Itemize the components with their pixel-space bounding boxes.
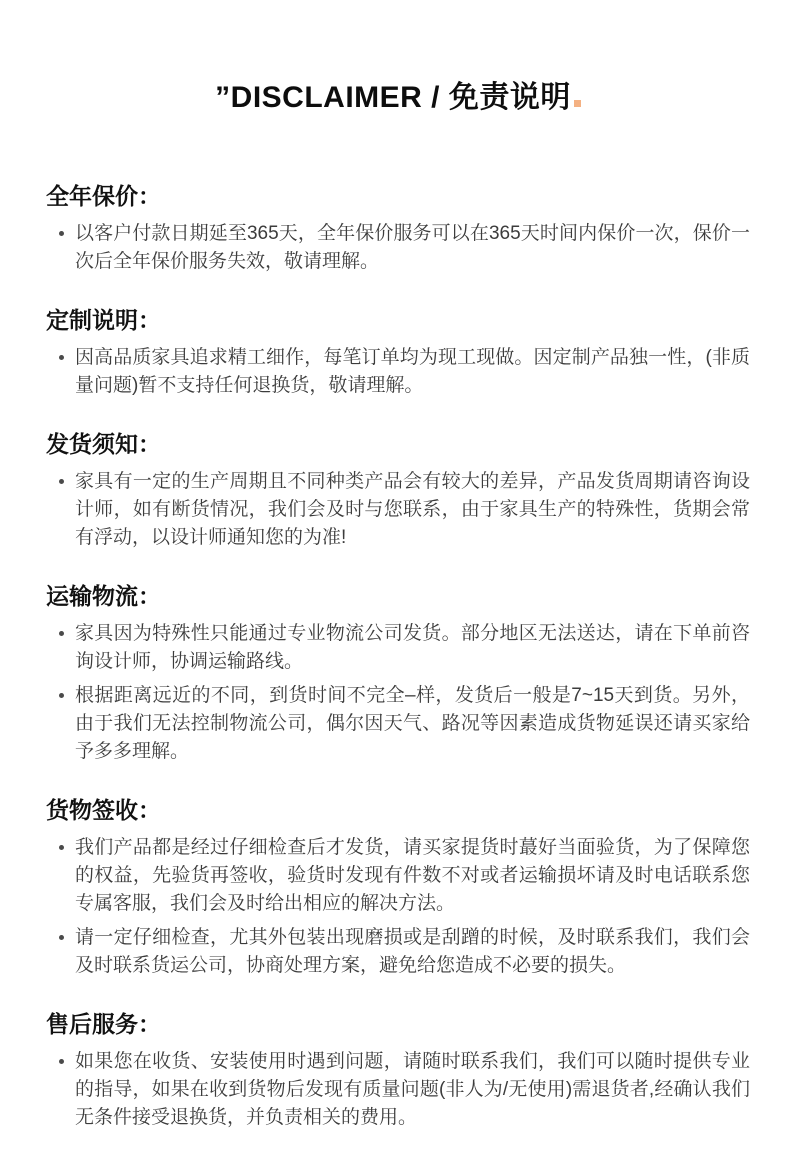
- bullet-item: 请一定仔细检查，尤其外包装出现磨损或是刮蹭的时候，及时联系我们，我们会及时联系货运公司，协商处理方案，避免给您造成不必要的损失。: [46, 924, 750, 980]
- section-heading: 售后服务：: [46, 1011, 161, 1037]
- disclaimer-section: [46, 1010, 750, 1132]
- page-title: [46, 80, 750, 116]
- disclaimer-section: [46, 430, 750, 552]
- section-heading: 定制说明：: [46, 307, 161, 333]
- bullet-item: 我们产品都是经过仔细检查后才发货，请买家提货时蕞好当面验货，为了保障您的权益，先验货再签收，验货时发现有件数不对或者运输损坏请及时电话联系您专属客服，我们会及时给出相应的解决方法。: [46, 834, 750, 918]
- bullet-item: 根据距离远近的不同，到货时间不完全–样，发货后一般是7~15天到货。另外，由于我们无法控制物流公司，偶尔因天气、路况等因素造成货物延误还请买家给予多多理解。: [46, 682, 750, 766]
- bullet-item: 如果您在收货、安装使用时遇到问题，请随时联系我们，我们可以随时提供专业的指导，如果在收到货物后发现有质量问题(非人为/无使用)需退货者,经确认我们无条件接受退换货，并负责相关的费用。: [46, 1048, 750, 1132]
- page-title-text: ”DISCLAIMER / 免责说明: [215, 81, 571, 114]
- bullet-item: 因高品质家具追求精工细作，每笔订单均为现工现做。因定制产品独一性，(非质量问题)暂不支持任何退换货，敬请理解。: [46, 344, 750, 400]
- disclaimer-section: [46, 182, 750, 276]
- section-heading: 发货须知：: [46, 431, 161, 457]
- section-bullet-list: [46, 620, 750, 766]
- disclaimer-sections: [46, 182, 750, 1132]
- bullet-item: 家具因为特殊性只能通过专业物流公司发货。部分地区无法送达，请在下单前咨询设计师，协调运输路线。: [46, 620, 750, 676]
- title-accent-dot: [574, 100, 581, 107]
- section-bullet-list: [46, 344, 750, 400]
- section-bullet-list: [46, 834, 750, 980]
- disclaimer-section: [46, 582, 750, 766]
- section-bullet-list: [46, 1048, 750, 1132]
- disclaimer-section: [46, 796, 750, 980]
- disclaimer-section: [46, 306, 750, 400]
- bullet-item: 家具有一定的生产周期且不同种类产品会有较大的差异，产品发货周期请咨询设计师，如有断货情况，我们会及时与您联系，由于家具生产的特殊性，货期会常有浮动，以设计师通知您的为准!: [46, 468, 750, 552]
- section-bullet-list: [46, 468, 750, 552]
- section-heading: 运输物流：: [46, 583, 161, 609]
- section-heading: 全年保价：: [46, 183, 161, 209]
- section-bullet-list: [46, 220, 750, 276]
- section-heading: 货物签收：: [46, 797, 161, 823]
- bullet-item: 以客户付款日期延至365天，全年保价服务可以在365天时间内保价一次，保价一次后全年保价服务失效，敬请理解。: [46, 220, 750, 276]
